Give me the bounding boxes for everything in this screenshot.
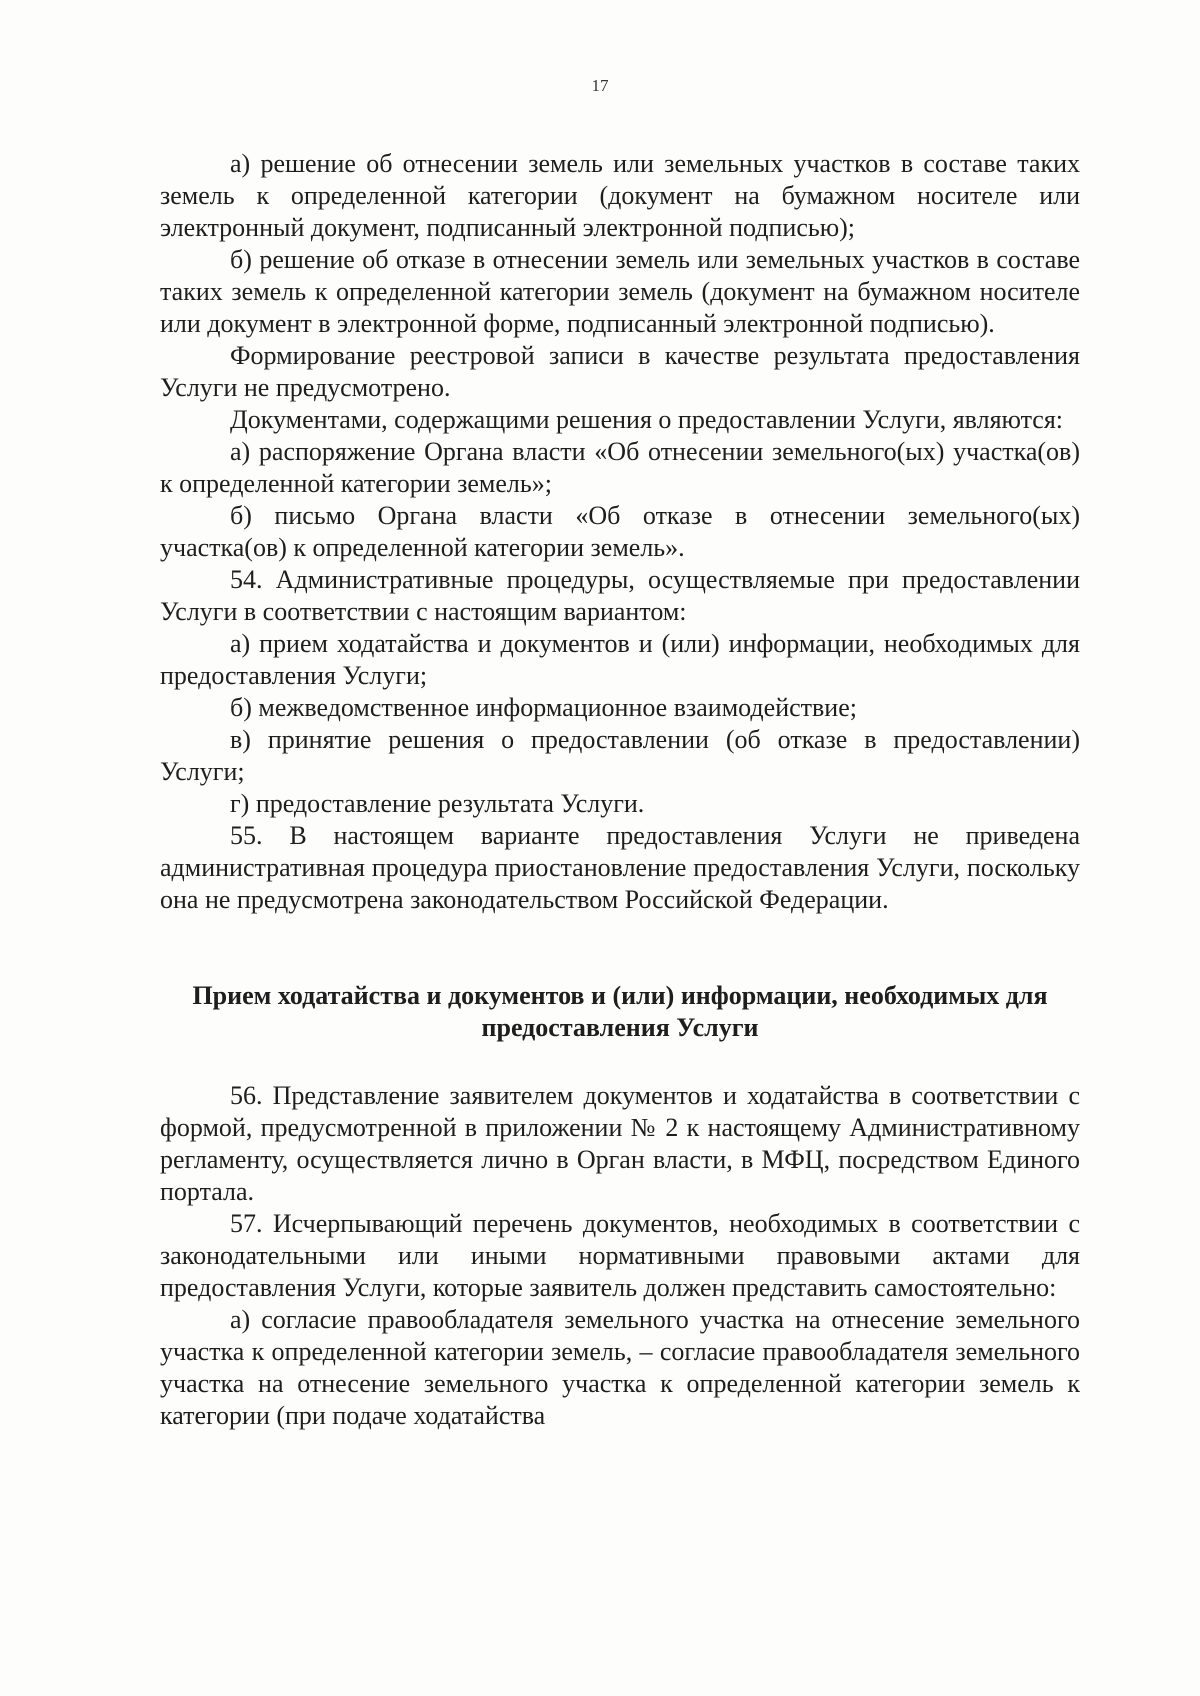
paragraph: б) межведомственное информационное взаимодействие; bbox=[230, 693, 857, 722]
paragraph: 56. Представление заявителем документов и ходатайства в соответствии с формой, предусмотренной в приложении № 2 к настоящему Административному регламенту, осуществляется лично в Орган власти, в МФЦ, посредством Единого портала. bbox=[160, 1081, 1080, 1206]
paragraph: а) согласие правообладателя земельного участка на отнесение земельного участка к определенной категории земель, – согласие правообладателя земельного участка на отнесение земельного участка к определенной категории земель к категории (при подаче ходатайства bbox=[160, 1305, 1080, 1430]
paragraph: а) прием ходатайства и документов и (или) информации, необходимых для предоставления Услуги; bbox=[160, 629, 1080, 690]
paragraph: а) распоряжение Органа власти «Об отнесении земельного(ых) участка(ов) к определенной категории земель»; bbox=[160, 437, 1080, 498]
paragraph: б) письмо Органа власти «Об отказе в отнесении земельного(ых) участка(ов) к определенной категории земель». bbox=[160, 501, 1080, 562]
paragraph: г) предоставление результата Услуги. bbox=[230, 789, 645, 818]
paragraph: Документами, содержащими решения о предоставлении Услуги, являются: bbox=[230, 405, 1064, 434]
section-heading: Прием ходатайства и документов и (или) информации, необходимых для предоставления Услуги bbox=[192, 981, 1048, 1042]
page-number: 17 bbox=[591, 76, 609, 95]
paragraph: 54. Административные процедуры, осуществляемые при предоставлении Услуги в соответствии с настоящим вариантом: bbox=[160, 565, 1080, 626]
paragraph: в) принятие решения о предоставлении (об отказе в предоставлении) Услуги; bbox=[160, 725, 1080, 786]
paragraph: б) решение об отказе в отнесении земель или земельных участков в составе таких земель к определенной категории земель (документ на бумажном носителе или документ в электронной форме, подписанный электронной подписью). bbox=[160, 245, 1080, 338]
paragraph: 57. Исчерпывающий перечень документов, необходимых в соответствии с законодательными или иными нормативными правовыми актами для предоставления Услуги, которые заявитель должен представить самостоятельно: bbox=[160, 1209, 1080, 1302]
paragraph: Формирование реестровой записи в качестве результата предоставления Услуги не предусмотрено. bbox=[160, 341, 1080, 402]
document-body bbox=[160, 148, 1080, 1432]
paragraph: а) решение об отнесении земель или земельных участков в составе таких земель к определенной категории (документ на бумажном носителе или электронный документ, подписанный электронной подписью); bbox=[160, 149, 1080, 242]
paragraph: 55. В настоящем варианте предоставления Услуги не приведена административная процедура приостановление предоставления Услуги, поскольку она не предусмотрена законодательством Российской Федерации. bbox=[160, 821, 1080, 914]
